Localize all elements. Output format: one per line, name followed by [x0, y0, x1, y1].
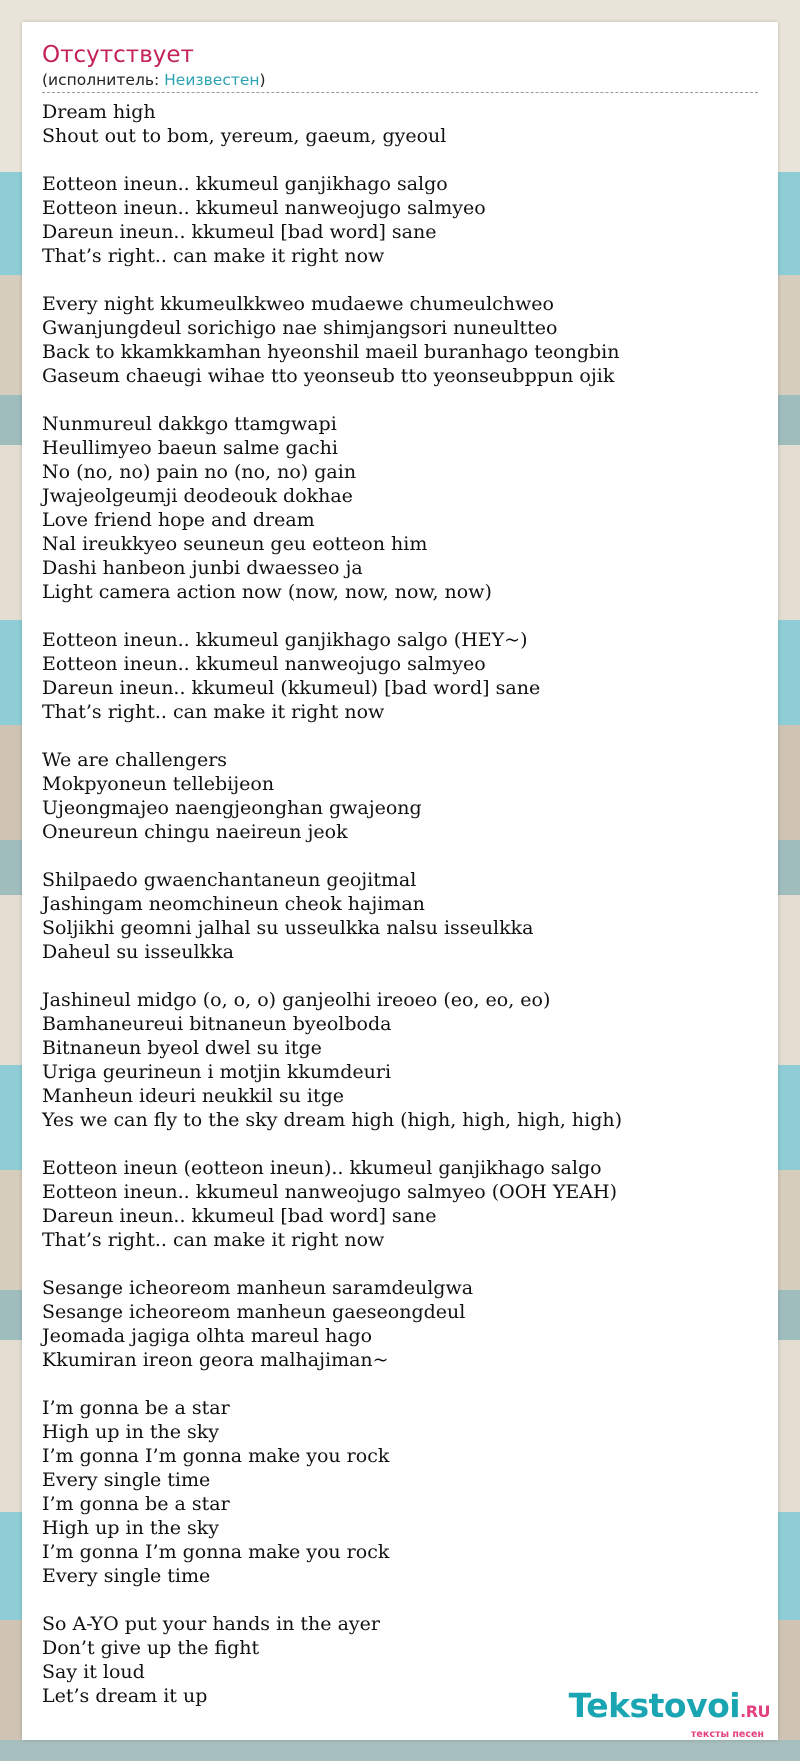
logo-tagline: тексты песен	[690, 1729, 764, 1740]
lyrics-stanza	[42, 988, 758, 1132]
lyric-line: No (no, no) pain no (no, no) gain	[42, 461, 357, 483]
lyric-line: Eotteon ineun.. kkumeul ganjikhago salgo (HEY~)	[42, 629, 528, 651]
lyric-line: Jwajeolgeumji deodeouk dokhae	[42, 485, 353, 507]
lyric-line: Daheul su isseulkka	[42, 941, 234, 963]
lyric-line: Dareun ineun.. kkumeul (kkumeul) [bad word] sane	[42, 677, 541, 699]
artist-link[interactable]: Неизвестен	[164, 71, 260, 89]
lyric-line: That’s right.. can make it right now	[42, 701, 385, 723]
lyric-line: Say it loud	[42, 1661, 145, 1683]
lyric-line: Back to kkamkkamhan hyeonshil maeil buranhago teongbin	[42, 341, 620, 363]
lyric-line: Sesange icheoreom manheun saramdeulgwa	[42, 1277, 474, 1299]
lyrics-stanza	[42, 1276, 758, 1372]
lyrics-stanza	[42, 292, 758, 388]
lyrics-stanza	[42, 172, 758, 268]
song-header	[42, 40, 758, 93]
lyric-line: Eotteon ineun.. kkumeul nanweojugo salmyeo	[42, 197, 486, 219]
lyric-line: Shilpaedo gwaenchantaneun geojitmal	[42, 869, 417, 891]
site-logo[interactable]	[568, 1686, 770, 1740]
lyric-line: Eotteon ineun.. kkumeul nanweojugo salmyeo (OOH YEAH)	[42, 1181, 618, 1203]
lyric-line: Bitnaneun byeol dwel su itge	[42, 1037, 322, 1059]
lyrics-stanza	[42, 412, 758, 604]
lyrics-stanza	[42, 868, 758, 964]
lyric-line: Oneureun chingu naeireun jeok	[42, 821, 348, 843]
lyric-line: Let’s dream it up	[42, 1685, 208, 1707]
lyrics-stanza	[42, 628, 758, 724]
lyric-line: High up in the sky	[42, 1517, 220, 1539]
lyric-line: Yes we can fly to the sky dream high (high, high, high, high)	[42, 1109, 623, 1131]
lyric-line: Light camera action now (now, now, now, now)	[42, 581, 492, 603]
lyrics-stanza	[42, 100, 758, 148]
lyric-line: That’s right.. can make it right now	[42, 1229, 385, 1251]
lyrics-body	[42, 100, 758, 1732]
lyric-line: Uriga geurineun i motjin kkumdeuri	[42, 1061, 392, 1083]
artist-prefix: (исполнитель:	[42, 71, 165, 89]
lyric-line: I’m gonna be a star	[42, 1397, 230, 1419]
lyric-line: Gaseum chaeugi wihae tto yeonseub tto yeonseubppun ojik	[42, 365, 615, 387]
lyric-line: Manheun ideuri neukkil su itge	[42, 1085, 345, 1107]
lyric-line: That’s right.. can make it right now	[42, 245, 385, 267]
lyric-line: Sesange icheoreom manheun gaeseongdeul	[42, 1301, 466, 1323]
lyric-line: Mokpyoneun tellebijeon	[42, 773, 275, 795]
artist-line	[42, 70, 758, 90]
lyric-line: Every single time	[42, 1469, 211, 1491]
lyric-line: Eotteon ineun (eotteon ineun).. kkumeul ganjikhago salgo	[42, 1157, 602, 1179]
lyric-line: I’m gonna be a star	[42, 1493, 230, 1515]
logo-wordmark	[568, 1686, 770, 1729]
lyrics-stanza	[42, 1156, 758, 1252]
lyric-line: Bamhaneureui bitnaneun byeolboda	[42, 1013, 392, 1035]
song-title: Отсутствует	[42, 42, 194, 68]
lyrics-stanza	[42, 1396, 758, 1588]
lyric-line: Dareun ineun.. kkumeul [bad word] sane	[42, 221, 437, 243]
lyric-line: Jashingam neomchineun cheok hajiman	[42, 893, 425, 915]
logo-tld: .RU	[740, 1702, 770, 1721]
lyric-line: Gwanjungdeul sorichigo nae shimjangsori nuneultteo	[42, 317, 558, 339]
lyric-line: Nunmureul dakkgo ttamgwapi	[42, 413, 337, 435]
lyric-line: We are challengers	[42, 749, 228, 771]
lyric-line: Soljikhi geomni jalhal su usseulkka nalsu isseulkka	[42, 917, 534, 939]
lyric-line: Eotteon ineun.. kkumeul nanweojugo salmyeo	[42, 653, 486, 675]
lyric-line: Heullimyeo baeun salme gachi	[42, 437, 338, 459]
lyric-line: I’m gonna I’m gonna make you rock	[42, 1541, 390, 1563]
content-card	[22, 22, 778, 1740]
lyric-line: Every single time	[42, 1565, 211, 1587]
lyric-line: Dream high	[42, 101, 156, 123]
lyric-line: Nal ireukkyeo seuneun geu eotteon him	[42, 533, 428, 555]
lyric-line: Every night kkumeulkkweo mudaewe chumeulchweo	[42, 293, 554, 315]
lyric-line: Ujeongmajeo naengjeonghan gwajeong	[42, 797, 422, 819]
lyric-line: Kkumiran ireon geora malhajiman~	[42, 1349, 389, 1371]
lyric-line: Dareun ineun.. kkumeul [bad word] sane	[42, 1205, 437, 1227]
lyrics-stanza	[42, 748, 758, 844]
lyric-line: Jeomada jagiga olhta mareul hago	[42, 1325, 373, 1347]
lyric-line: Dashi hanbeon junbi dwaesseo ja	[42, 557, 363, 579]
artist-suffix: )	[259, 71, 266, 89]
lyric-line: Don’t give up the fight	[42, 1637, 260, 1659]
lyric-line: Shout out to bom, yereum, gaeum, gyeoul	[42, 125, 447, 147]
lyric-line: I’m gonna I’m gonna make you rock	[42, 1445, 390, 1467]
logo-name: Tekstovoi	[568, 1686, 741, 1725]
lyric-line: High up in the sky	[42, 1421, 220, 1443]
lyric-line: Jashineul midgo (o, o, o) ganjeolhi ireoeo (eo, eo, eo)	[42, 989, 551, 1011]
lyric-line: So A-YO put your hands in the ayer	[42, 1613, 380, 1635]
lyric-line: Eotteon ineun.. kkumeul ganjikhago salgo	[42, 173, 448, 195]
lyric-line: Love friend hope and dream	[42, 509, 315, 531]
